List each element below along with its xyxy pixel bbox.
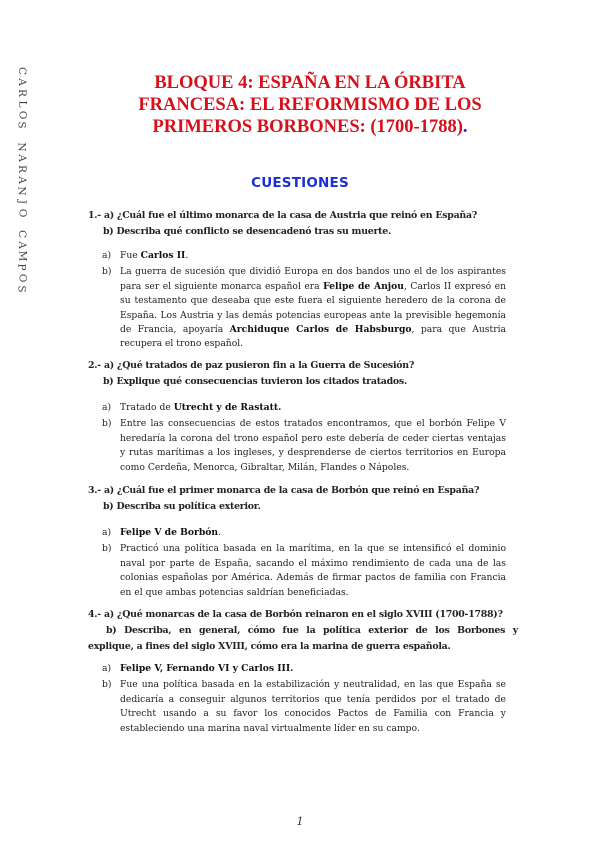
- answer-marker: a): [102, 402, 112, 413]
- answer-text: Entre las consecuencias de estos tratados encontramos, que el borbón Felipe V heredaría la corona del trono español pero este debería de ceder ciertas ventajas y rutas marítimas a los ingleses, y desprenderse de ciertos territorios en Europa como Cerdeña, Menorca, Gibraltar, Milán, Flandes o Nápoles.: [120, 418, 506, 473]
- answer-2a: [102, 401, 506, 415]
- section-heading: CUESTIONES: [251, 175, 349, 191]
- author-letter: O: [15, 110, 28, 119]
- author-letter: C: [15, 230, 28, 239]
- answer-marker: a): [102, 250, 112, 261]
- answer-marker: b): [102, 418, 112, 430]
- question-4-part-a: 4.- a) ¿Qué monarcas de la casa de Borbón reinaron en el siglo XVIII (1700-1788)?: [88, 609, 503, 620]
- answer-4a: [102, 662, 506, 676]
- answer-4b: [102, 678, 506, 736]
- answer-marker: b): [102, 679, 112, 691]
- author-letter: L: [15, 100, 28, 108]
- question-3-part-b: b) Describa su política exterior.: [103, 501, 261, 512]
- question-1-part-a: 1.- a) ¿Cuál fue el último monarca de la casa de Austria que reinó en España?: [88, 210, 478, 221]
- answer-bold: Carlos II: [140, 250, 186, 261]
- question-2-part-a: 2.- a) ¿Qué tratados de paz pusieron fin a la Guerra de Sucesión?: [88, 360, 415, 371]
- page-number: 1: [296, 815, 304, 828]
- answer-3a: [102, 526, 506, 540]
- answer-text: Fue una política basada en la estabilización y neutralidad, en las que España se dedicaría a conseguir algunos territorios que tenía perdidos por el tratado de Utrecht usando a su favor los conocidos Pactos de Familia con Francia y estableciendo una marina naval virtualmente líder en su campo.: [120, 679, 506, 734]
- author-letter: A: [16, 154, 28, 162]
- author-letter: O: [15, 273, 28, 283]
- author-letter: S: [15, 121, 28, 130]
- question-2: [88, 358, 518, 390]
- answer-text: Practicó una política basada en la marítima, en la que se intensificó el dominio naval por parte de España, sacando el máximo rendimiento de cada una de las colonias españolas por América. Además de firmar pactos de familia con Francia en el que ambas potencias saldrían beneficiadas.: [120, 543, 506, 598]
- author-letter: C: [15, 66, 28, 76]
- author-letter: P: [15, 263, 28, 271]
- author-letter: S: [15, 285, 28, 293]
- answer-text: .: [185, 250, 189, 261]
- answer-4: [102, 662, 506, 736]
- question-3: [88, 483, 518, 515]
- answer-text: .: [218, 527, 221, 538]
- question-4-part-b-cont: explique, a fines del siglo XVIII, cómo era la marina de guerra española.: [88, 641, 451, 652]
- author-letter: J: [16, 199, 28, 204]
- question-4-part-b: b) Describa, en general, cómo fue la política exterior de los Borbones y: [106, 625, 518, 636]
- author-letter: O: [15, 208, 28, 217]
- question-3-part-a: 3.- a) ¿Cuál fue el primer monarca de la casa de Borbón que reinó en España?: [88, 485, 480, 496]
- answer-marker: b): [102, 266, 112, 278]
- answer-1a: [102, 249, 506, 263]
- answer-bold: Felipe V de Borbón: [120, 527, 219, 538]
- answer-bold: Archiduque Carlos de Habsburgo: [229, 324, 412, 336]
- answer-bold: Felipe V, Fernando VI y Carlos III.: [120, 663, 294, 674]
- answer-2: [102, 401, 506, 475]
- answer-3b: [102, 542, 506, 600]
- answer-bold: Felipe de Anjou: [323, 280, 404, 292]
- answer-text: , Carlos II expresó en su testamento que deseaba que este fuera el siguiente heredero de la corona de España. Los Austria y las demás potencias europeas ante la previsible hegemonía de Francia, apoyaría: [120, 280, 506, 336]
- answer-bold: Utrecht y de Rastatt.: [173, 402, 282, 413]
- answer-text: Tratado de: [120, 402, 174, 413]
- author-letter: R: [16, 88, 28, 97]
- answer-1b: [102, 265, 506, 351]
- author-letter: A: [16, 78, 28, 86]
- author-letter: A: [16, 176, 28, 184]
- question-4: [88, 607, 518, 655]
- author-letter: M: [15, 250, 28, 262]
- question-2-part-b: b) Explique qué consecuencias tuvieron los citados tratados.: [103, 376, 407, 387]
- author-letter: N: [16, 186, 28, 196]
- author-letter: [17, 135, 27, 138]
- author-letter: [17, 222, 27, 225]
- title-text: BLOQUE 4: ESPAÑA EN LA ÓRBITA FRANCESA: EL REFORMISMO DE LOS PRIMEROS BORBONES: (1700-1788): [138, 73, 482, 137]
- answer-text: Fue: [120, 250, 141, 261]
- answer-3: [102, 526, 506, 600]
- author-letter: N: [16, 142, 28, 152]
- answer-marker: b): [102, 543, 112, 555]
- title-period: .: [462, 117, 468, 137]
- answer-2b: [102, 417, 506, 475]
- answer-marker: a): [102, 663, 112, 674]
- page-title: [100, 72, 520, 138]
- question-1-part-b: b) Describa qué conflicto se desencadenó tras su muerte.: [103, 226, 391, 237]
- author-letter: A: [16, 241, 28, 250]
- answer-text: La guerra de sucesión que dividió Europa en dos bandos uno el de los aspirantes para ser el siguiente monarca español era: [120, 266, 506, 292]
- answer-marker: a): [102, 527, 112, 538]
- answer-text: , para que Austria recupera el trono español.: [120, 324, 506, 350]
- answer-1: [102, 249, 506, 352]
- question-1: [88, 208, 518, 240]
- author-letter: R: [16, 165, 28, 173]
